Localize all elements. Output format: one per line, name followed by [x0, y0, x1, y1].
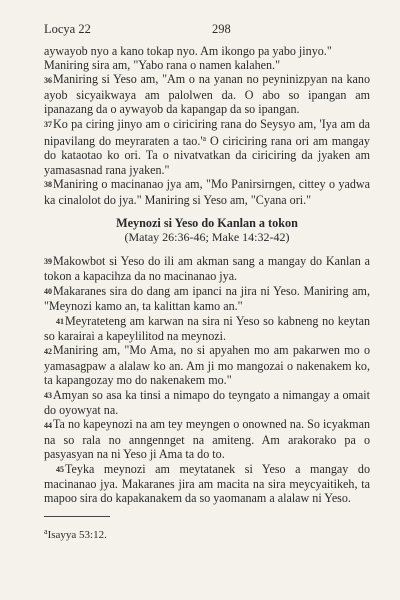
verse-45: [44, 462, 370, 506]
footnote-marker: a: [44, 526, 48, 536]
verse-number: 37: [44, 120, 52, 130]
section-reference: (Matay 26:36-46; Make 14:32-42): [124, 229, 290, 244]
verse-text: Ko pa ciring jinyo am o ciriciring rana do Seysyo am, 'Iya am da nipavilang do meyraraten a tao.': [44, 116, 370, 149]
verse-text: Maniring o macinanao jya am, "Mo Panirsirngen, cittey o yadwa ka cinalolot do jya." Maniring si Yeso am, "Cyana ori.": [44, 176, 370, 207]
verse-text: Meyrateteng am karwan na sira ni Yeso so kabneng no keytan so karairai a kapeylilitod na meynozi.: [44, 313, 370, 344]
verse-text: O ciriciring rana ori am mangay do kataotao ko ori. Ta o nivatvatkan da ciriciring da jyaken am yamasasnad rana jyaken.": [44, 134, 370, 177]
verse-43: [44, 388, 370, 418]
footnote-text: Isayya 53:12.: [47, 528, 107, 541]
verse-number: 36: [44, 75, 52, 85]
verse-44: [44, 417, 370, 461]
verse-42: [44, 343, 370, 387]
verse-number: 38: [44, 180, 52, 190]
verse-number: 41: [56, 317, 64, 327]
verse-text: Makowbot si Yeso do ili am akman sang a mangay do Kanlan a tokon a kapacihza da no macinanao jya.: [44, 253, 370, 284]
verse-text: Ta no kapeynozi na am tey meyngen o onowned na. So icyakman na so rala no anngennget na amiteng. Am arakorako pa o pasyasyan na ni Yeso ji Ama ta do to.: [44, 417, 370, 462]
verse-text: Maniring am, "Mo Ama, no si apyahen mo am pakarwen mo o yamasagpaw a alalaw ko an. Am ji mo mangozai o nakenakem ko, ta kapangozay mo do nakenakem mo.": [44, 343, 370, 388]
text-line: aywayob nyo a kano tokap nyo. Am ikongo pa yabo jinyo.": [44, 44, 332, 58]
text-line: Maniring sira am, "Yabo rana o namen kalahen.": [44, 58, 281, 73]
verse-38: [44, 177, 370, 207]
verse-number: 45: [56, 465, 64, 475]
verse-36: [44, 72, 370, 116]
section-heading: Meynozi si Yeso do Kanlan a tokon: [116, 215, 298, 230]
footnote-divider: [44, 516, 110, 517]
verse-number: 39: [44, 257, 52, 267]
verse-text: Teyka meynozi am meytatanek si Yeso a mangay do macinanao jya. Makaranes jira am macita na sira meycyaitikeh, ta mapoo sira do kapakanakem da so yaomanam a alalaw ni Yeso.: [44, 461, 370, 506]
verse-text: Maniring si Yeso am, "Am o na yanan no peyninizpyan na kano ayob sicyaikwaya am palolwen da. O abo so ipangan am ipanazang da o aywayob da kapangap da so ipangan.: [44, 72, 370, 117]
page-number: 298: [212, 22, 231, 36]
verse-37: [44, 117, 370, 177]
verse-39: [44, 254, 370, 284]
verse-text: Amyan so asa ka tinsi a nimapo do teyngato a nimangay a omait do oyowyat na.: [44, 387, 370, 418]
verse-number: 40: [44, 287, 52, 297]
page-header: [44, 22, 370, 38]
footnote: [44, 525, 370, 542]
footnote-marker[interactable]: a: [202, 134, 207, 144]
verse-number: 44: [44, 420, 52, 430]
verse-41: [44, 314, 370, 344]
verse-number: 43: [44, 391, 52, 401]
book-chapter-title: Locya 22: [44, 22, 91, 36]
verse-40: [44, 284, 370, 314]
body-text: [44, 44, 370, 506]
verse-number: 42: [44, 346, 52, 356]
verse-text: Makaranes sira do dang am ipanci na jira ni Yeso. Maniring am, "Meynozi kamo an, ta kalittan kamo an.": [44, 283, 370, 314]
